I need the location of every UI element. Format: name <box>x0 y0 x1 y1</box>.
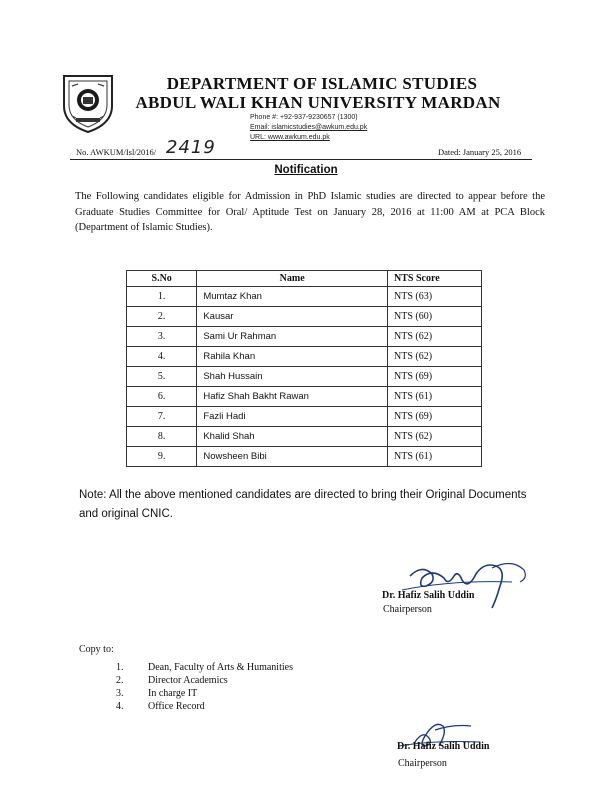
website-url[interactable]: URL: www.awkum.edu.pk <box>250 134 330 141</box>
column-header-sno: S.No <box>127 271 197 287</box>
cell-score: NTS (62) <box>388 427 482 447</box>
header-divider <box>70 159 532 160</box>
cell-name: Sami Ur Rahman <box>197 327 388 347</box>
column-header-name: Name <box>197 271 388 287</box>
cell-score: NTS (61) <box>388 387 482 407</box>
cell-name: Kausar <box>197 307 388 327</box>
reference-handwritten-number: 2419 <box>166 137 216 158</box>
date-label: Dated: January 25, 2016 <box>438 147 522 157</box>
cell-name: Khalid Shah <box>197 427 388 447</box>
cell-name: Shah Hussain <box>197 367 388 387</box>
table-row <box>127 367 482 387</box>
list-item <box>116 675 293 688</box>
cell-sno: 3. <box>127 327 197 347</box>
handwritten-signature-icon <box>392 556 542 611</box>
table-header-row <box>127 271 482 287</box>
cell-score: NTS (61) <box>388 447 482 467</box>
cell-sno: 8. <box>127 427 197 447</box>
copy-to-list <box>116 662 293 714</box>
list-item <box>116 701 293 714</box>
cell-name: Fazli Hadi <box>197 407 388 427</box>
signatory-name: Dr. Hafiz Salih Uddin <box>382 590 475 601</box>
university-title: ABDUL WALI KHAN UNIVERSITY MARDAN <box>135 93 501 112</box>
university-seal-icon <box>60 72 116 134</box>
cell-score: NTS (69) <box>388 407 482 427</box>
list-item <box>116 688 293 701</box>
list-item-number: 2. <box>116 675 124 686</box>
table-row <box>127 287 482 307</box>
email-address[interactable]: Email: islamicstudies@awkum.edu.pk <box>250 124 368 131</box>
signatory-name: Dr. Hafiz Salih Uddin <box>397 741 490 752</box>
table-row <box>127 327 482 347</box>
cell-sno: 6. <box>127 387 197 407</box>
department-title: DEPARTMENT OF ISLAMIC STUDIES <box>166 74 478 93</box>
cell-score: NTS (62) <box>388 347 482 367</box>
list-item-text: Office Record <box>148 701 205 712</box>
notification-body: The Following candidates eligible for Admission in PhD Islamic studies are directed to appear before the Graduate Studies Committee for Oral/ Aptitude Test on January 28, 2016 at 11:00 AM at PCA Block (Department of Islamic Studies). <box>75 191 545 233</box>
table-row <box>127 427 482 447</box>
table-row <box>127 387 482 407</box>
candidates-table <box>126 270 482 467</box>
cell-sno: 2. <box>127 307 197 327</box>
cell-score: NTS (62) <box>388 327 482 347</box>
cell-score: NTS (69) <box>388 367 482 387</box>
list-item-number: 3. <box>116 688 124 699</box>
cell-score: NTS (63) <box>388 287 482 307</box>
table-row <box>127 307 482 327</box>
cell-sno: 1. <box>127 287 197 307</box>
signatory-role: Chairperson <box>398 758 447 769</box>
cell-name: Hafiz Shah Bakht Rawan <box>197 387 388 407</box>
cell-sno: 4. <box>127 347 197 367</box>
column-header-nts-score: NTS Score <box>388 271 482 287</box>
cell-name: Rahila Khan <box>197 347 388 367</box>
list-item-number: 1. <box>116 662 124 673</box>
table-row <box>127 447 482 467</box>
cell-name: Nowsheen Bibi <box>197 447 388 467</box>
signatory-role: Chairperson <box>383 604 432 615</box>
table-row <box>127 407 482 427</box>
list-item <box>116 662 293 675</box>
cell-sno: 7. <box>127 407 197 427</box>
instructions-note: Note: All the above mentioned candidates are directed to bring their Original Documents and original CNIC. <box>79 489 527 520</box>
cell-name: Mumtaz Khan <box>197 287 388 307</box>
cell-sno: 9. <box>127 447 197 467</box>
list-item-text: Dean, Faculty of Arts & Humanities <box>148 662 293 673</box>
list-item-text: In charge IT <box>148 688 198 699</box>
copy-to-label: Copy to: <box>79 644 114 655</box>
list-item-text: Director Academics <box>148 675 228 686</box>
cell-score: NTS (60) <box>388 307 482 327</box>
reference-number: No. AWKUM/Isl/2016/ <box>76 147 157 157</box>
list-item-number: 4. <box>116 701 124 712</box>
table-row <box>127 347 482 367</box>
cell-sno: 5. <box>127 367 197 387</box>
notification-title: Notification <box>274 164 338 176</box>
phone-number: Phone #: +92-937-9230657 (1300) <box>250 114 358 121</box>
